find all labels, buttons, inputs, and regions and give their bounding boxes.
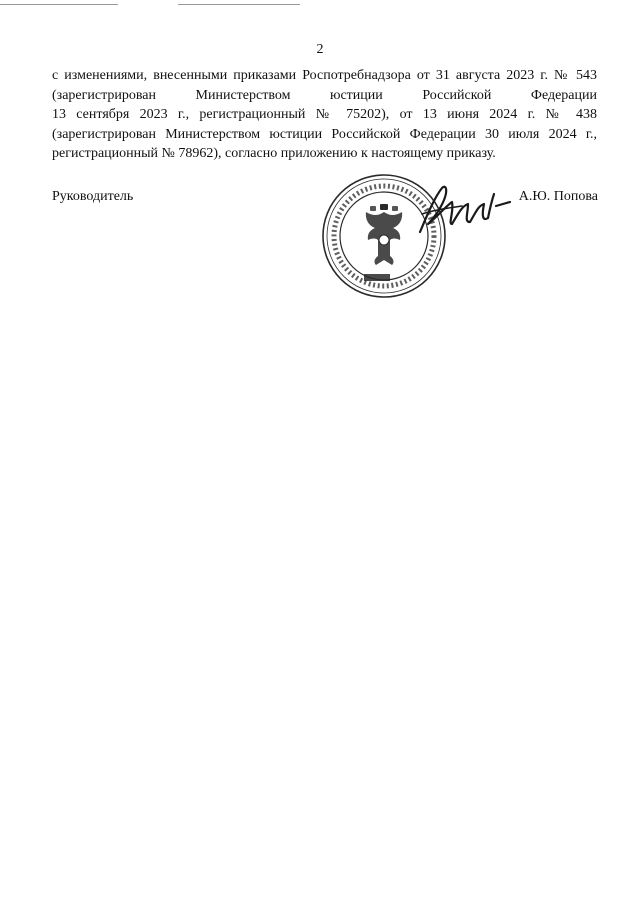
- top-margin-rule-left: [0, 4, 118, 5]
- body-line-3: 13 сентября 2023 г., регистрационный № 75202), от 13 июня 2024 г. № 438: [52, 107, 597, 123]
- signature-title: Руководитель: [52, 189, 134, 204]
- body-line-5: регистрационный № 78962), согласно приложению к настоящему приказу.: [52, 146, 496, 162]
- top-margin-rule-right: [178, 4, 300, 5]
- signatory-name: А.Ю. Попова: [518, 189, 598, 204]
- document-body-text: [52, 66, 597, 164]
- body-line-1: с изменениями, внесенными приказами Роспотребнадзора от 31 августа 2023 г. № 543: [52, 68, 597, 83]
- body-line-4: (зарегистрирован Министерством юстиции Российской Федерации 30 июля 2024 г.,: [52, 126, 597, 142]
- page-number: 2: [316, 42, 324, 57]
- handwritten-signature-icon: [412, 178, 512, 240]
- body-line-2: (зарегистрирован Министерством юстиции Российской Федерации: [52, 87, 597, 103]
